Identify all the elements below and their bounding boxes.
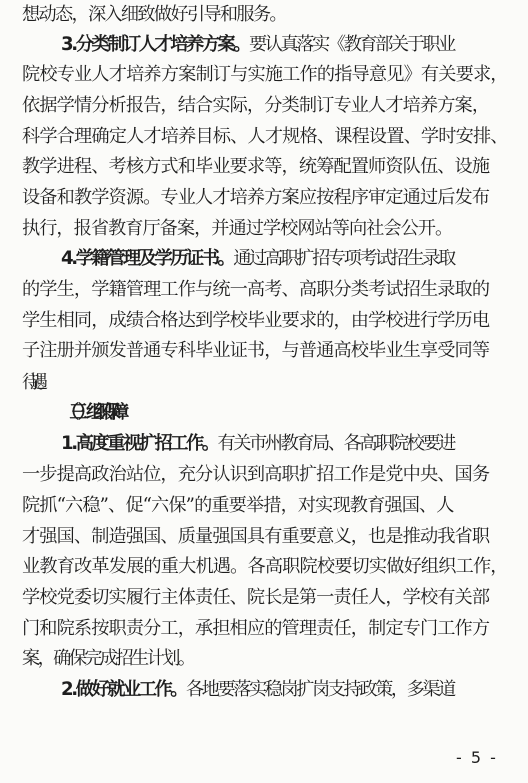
text-line <box>22 494 528 518</box>
text-line <box>61 33 528 57</box>
section-heading: 2.做好就业工作。 <box>61 679 186 700</box>
text-run: 通过高职扩招专项考试招生录取 <box>233 248 454 269</box>
text-run: 设备和教学资源。专业人才培养方案应按程序审定通过后发布 <box>22 187 490 208</box>
section-heading: 4.学籍管理及学历证书。 <box>61 248 234 269</box>
text-run: 才强国、制造强国、质量强国具有重要意义，也是推动我省职 <box>22 526 490 547</box>
text-run: 要认真落实《教育部关于职业 <box>249 34 454 55</box>
text-line <box>22 586 528 610</box>
text-line <box>61 247 528 271</box>
text-run: 执行，报省教育厅备案，并通过学校网站等向社会公开。 <box>22 218 453 239</box>
text-run: 科学合理确定人才培养目标、人才规格、课程设置、学时安排、 <box>22 126 508 147</box>
text-line <box>22 278 528 302</box>
text-run: 学校党委切实履行主体责任、院长是第一责任人，学校有关部 <box>22 587 490 608</box>
text-line <box>22 3 528 27</box>
text-line <box>22 63 528 87</box>
text-run: 各地要落实稳岗扩岗支持政策，多渠道 <box>186 679 454 700</box>
text-run: 业教育改革发展的重大机遇。各高职院校要切实做好组织工作， <box>22 556 508 577</box>
text-line <box>22 309 528 333</box>
text-line <box>22 617 528 641</box>
text-line <box>61 432 528 456</box>
text-line <box>22 94 528 118</box>
text-line <box>61 678 528 702</box>
section-heading: 1.高度重视扩招工作。 <box>61 433 218 454</box>
text-line <box>22 339 528 363</box>
text-run: 案，确保完成招生计划。 <box>22 648 194 669</box>
page-number: - 5 - <box>456 748 498 767</box>
text-line <box>61 401 528 425</box>
text-line <box>22 555 528 579</box>
text-run: 待遇。 <box>22 372 46 393</box>
text-run: 子注册并颁发普通专科毕业证书，与普通高校毕业生享受同等 <box>22 340 490 361</box>
text-line <box>22 371 528 395</box>
text-line <box>22 155 528 179</box>
text-run: 院抓“六稳”、促“六保”的重要举措，对实现教育强国、人 <box>22 495 454 516</box>
text-run: 想动态，深入细致做好引导和服务。 <box>22 4 286 25</box>
text-run: 院校专业人才培养方案制订与实施工作的指导意见》有关要求， <box>22 64 508 85</box>
text-run: 学生相同，成绩合格达到学校毕业要求的，由学校进行学历电 <box>22 310 490 331</box>
section-heading: 3.分类制订人才培养方案。 <box>61 34 250 55</box>
text-line <box>22 647 528 671</box>
text-line <box>22 217 528 241</box>
text-run: 门和院系按职责分工，承担相应的管理责任，制定专门工作方 <box>22 618 490 639</box>
text-run: 依据学情分析报告，结合实际，分类制订专业人才培养方案， <box>22 95 490 116</box>
text-line <box>22 125 528 149</box>
section-heading: （三）组织保障 <box>61 402 120 423</box>
text-run: 一步提高政治站位，充分认识到高职扩招工作是党中央、国务 <box>22 464 490 485</box>
text-run: 教学进程、考核方式和毕业要求等，统筹配置师资队伍、设施 <box>22 156 490 177</box>
text-line <box>22 463 528 487</box>
text-line <box>22 186 528 210</box>
text-run: 有关市州教育局、各高职院校要进 <box>217 433 454 454</box>
text-run: 的学生，学籍管理工作与统一高考、高职分类考试招生录取的 <box>22 279 490 300</box>
text-line <box>22 525 528 549</box>
